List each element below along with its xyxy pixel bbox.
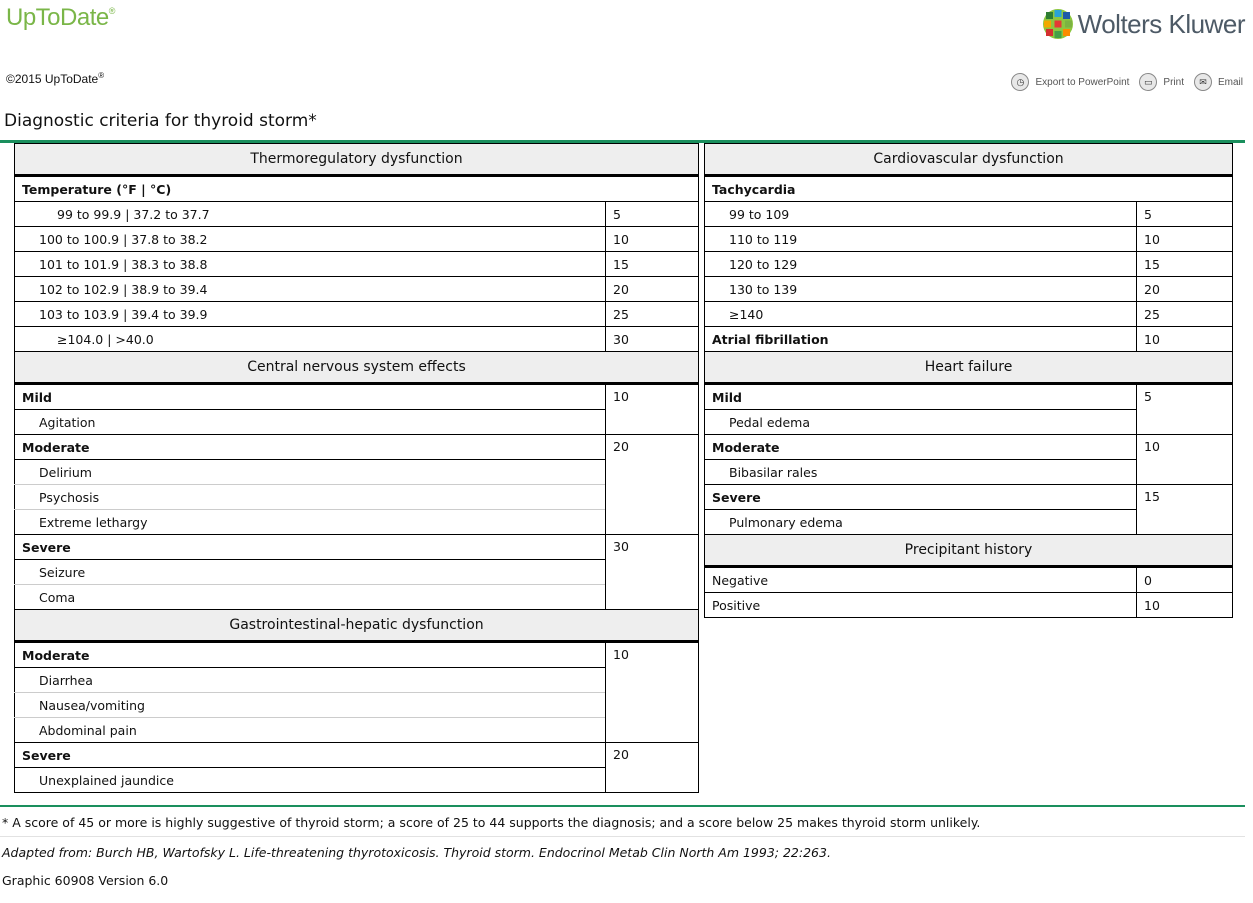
row-label: 100 to 100.9 | 37.8 to 38.2 xyxy=(15,227,606,252)
list-item: Agitation xyxy=(15,410,606,435)
row-score: 10 xyxy=(1137,327,1233,352)
row-label: ≥104.0 | >40.0 xyxy=(15,327,606,352)
row-label: 99 to 99.9 | 37.2 to 37.7 xyxy=(15,202,606,227)
row-label: 103 to 103.9 | 39.4 to 39.9 xyxy=(15,302,606,327)
table-row xyxy=(15,277,699,302)
list-item: Diarrhea xyxy=(15,668,606,693)
list-item: Abdominal pain xyxy=(15,718,606,743)
toolbar xyxy=(1011,73,1243,91)
footnote: * A score of 45 or more is highly suggestive of thyroid storm; a score of 25 to 44 supports the diagnosis; and a score below 25 makes thyroid storm unlikely. xyxy=(2,815,981,830)
list-item: Extreme lethargy xyxy=(15,510,606,535)
email-button[interactable] xyxy=(1194,73,1243,91)
row-label: 99 to 109 xyxy=(705,202,1137,227)
list-item: Psychosis xyxy=(15,485,606,510)
table-row xyxy=(15,227,699,252)
section-header: Central nervous system effects xyxy=(15,352,699,384)
print-icon: ▭ xyxy=(1139,73,1157,91)
severity-label: Severe xyxy=(15,743,606,768)
list-item: Bibasilar rales xyxy=(705,460,1137,485)
list-item: Nausea/vomiting xyxy=(15,693,606,718)
print-label: Print xyxy=(1163,76,1184,88)
row-label: 102 to 102.9 | 38.9 to 39.4 xyxy=(15,277,606,302)
row-label: Negative xyxy=(705,567,1137,593)
severity-label: Mild xyxy=(15,384,606,410)
severity-score: 15 xyxy=(1137,485,1233,535)
row-score: 5 xyxy=(1137,202,1233,227)
row-score: 25 xyxy=(1137,302,1233,327)
wolters-kluwer-logo xyxy=(1042,8,1245,40)
severity-score: 20 xyxy=(606,743,699,793)
list-item: Coma xyxy=(15,585,606,610)
table-row xyxy=(15,302,699,327)
copyright-text: ©2015 UpToDate xyxy=(6,72,99,86)
subheader: Temperature (°F | °C) xyxy=(15,176,699,202)
row-score: 20 xyxy=(606,277,699,302)
row-label: 130 to 139 xyxy=(705,277,1137,302)
page-title: Diagnostic criteria for thyroid storm* xyxy=(4,111,317,131)
table-row xyxy=(705,593,1233,618)
severity-label: Moderate xyxy=(15,642,606,668)
severity-score: 10 xyxy=(1137,435,1233,485)
table-row xyxy=(705,252,1233,277)
section-header: Cardiovascular dysfunction xyxy=(705,144,1233,176)
row-score: 15 xyxy=(606,252,699,277)
section-header: Thermoregulatory dysfunction xyxy=(15,144,699,176)
table-row xyxy=(705,227,1233,252)
table-row xyxy=(705,567,1233,593)
severity-score: 10 xyxy=(606,642,699,743)
list-item: Pulmonary edema xyxy=(705,510,1137,535)
table-row xyxy=(705,202,1233,227)
email-icon: ✉ xyxy=(1194,73,1212,91)
row-score: 25 xyxy=(606,302,699,327)
bottom-divider xyxy=(0,805,1245,807)
row-score: 5 xyxy=(606,202,699,227)
subheader: Tachycardia xyxy=(705,176,1233,202)
table-row xyxy=(705,277,1233,302)
severity-label: Severe xyxy=(705,485,1137,510)
severity-score: 10 xyxy=(606,384,699,435)
copyright xyxy=(6,71,104,86)
footnote-separator xyxy=(0,836,1245,837)
row-score: 30 xyxy=(606,327,699,352)
brand-name: UpToDate xyxy=(6,4,109,31)
table-row xyxy=(15,202,699,227)
email-label: Email xyxy=(1217,76,1243,88)
row-score: 10 xyxy=(1137,227,1233,252)
list-item: Pedal edema xyxy=(705,410,1137,435)
severity-label: Mild xyxy=(705,384,1137,410)
table-row xyxy=(705,302,1233,327)
print-button[interactable] xyxy=(1139,73,1184,91)
uptodate-logo[interactable] xyxy=(6,4,115,32)
list-item: Delirium xyxy=(15,460,606,485)
severity-label: Moderate xyxy=(705,435,1137,460)
severity-score: 5 xyxy=(1137,384,1233,435)
table-row xyxy=(15,252,699,277)
row-score: 10 xyxy=(606,227,699,252)
severity-score: 20 xyxy=(606,435,699,535)
list-item: Unexplained jaundice xyxy=(15,768,606,793)
citation: Adapted from: Burch HB, Wartofsky L. Life-threatening thyrotoxicosis. Thyroid storm. Endocrinol Metab Clin North Am 1993; 22:263. xyxy=(2,845,831,860)
right-criteria-table xyxy=(704,143,1233,618)
left-criteria-table xyxy=(14,143,699,793)
row-score: 0 xyxy=(1137,567,1233,593)
row-label: ≥140 xyxy=(705,302,1137,327)
row-score: 15 xyxy=(1137,252,1233,277)
row-label: Atrial fibrillation xyxy=(705,327,1137,352)
copyright-reg: ® xyxy=(98,71,105,80)
row-label: 101 to 101.9 | 38.3 to 38.8 xyxy=(15,252,606,277)
export-icon: ◷ xyxy=(1011,73,1029,91)
row-label: 110 to 119 xyxy=(705,227,1137,252)
row-score: 10 xyxy=(1137,593,1233,618)
list-item: Seizure xyxy=(15,560,606,585)
graphic-version: Graphic 60908 Version 6.0 xyxy=(2,873,169,888)
section-header: Precipitant history xyxy=(705,535,1233,567)
table-row xyxy=(705,327,1233,352)
export-label: Export to PowerPoint xyxy=(1035,76,1130,88)
brand-reg: ® xyxy=(108,6,115,16)
table-row xyxy=(15,327,699,352)
section-header: Gastrointestinal-hepatic dysfunction xyxy=(15,610,699,642)
severity-label: Moderate xyxy=(15,435,606,460)
publisher-name: Wolters Kluwer xyxy=(1077,8,1245,39)
severity-label: Severe xyxy=(15,535,606,560)
row-score: 20 xyxy=(1137,277,1233,302)
severity-score: 30 xyxy=(606,535,699,610)
row-label: Positive xyxy=(705,593,1137,618)
globe-icon xyxy=(1042,8,1074,40)
export-button[interactable] xyxy=(1011,73,1129,91)
row-label: 120 to 129 xyxy=(705,252,1137,277)
section-header: Heart failure xyxy=(705,352,1233,384)
